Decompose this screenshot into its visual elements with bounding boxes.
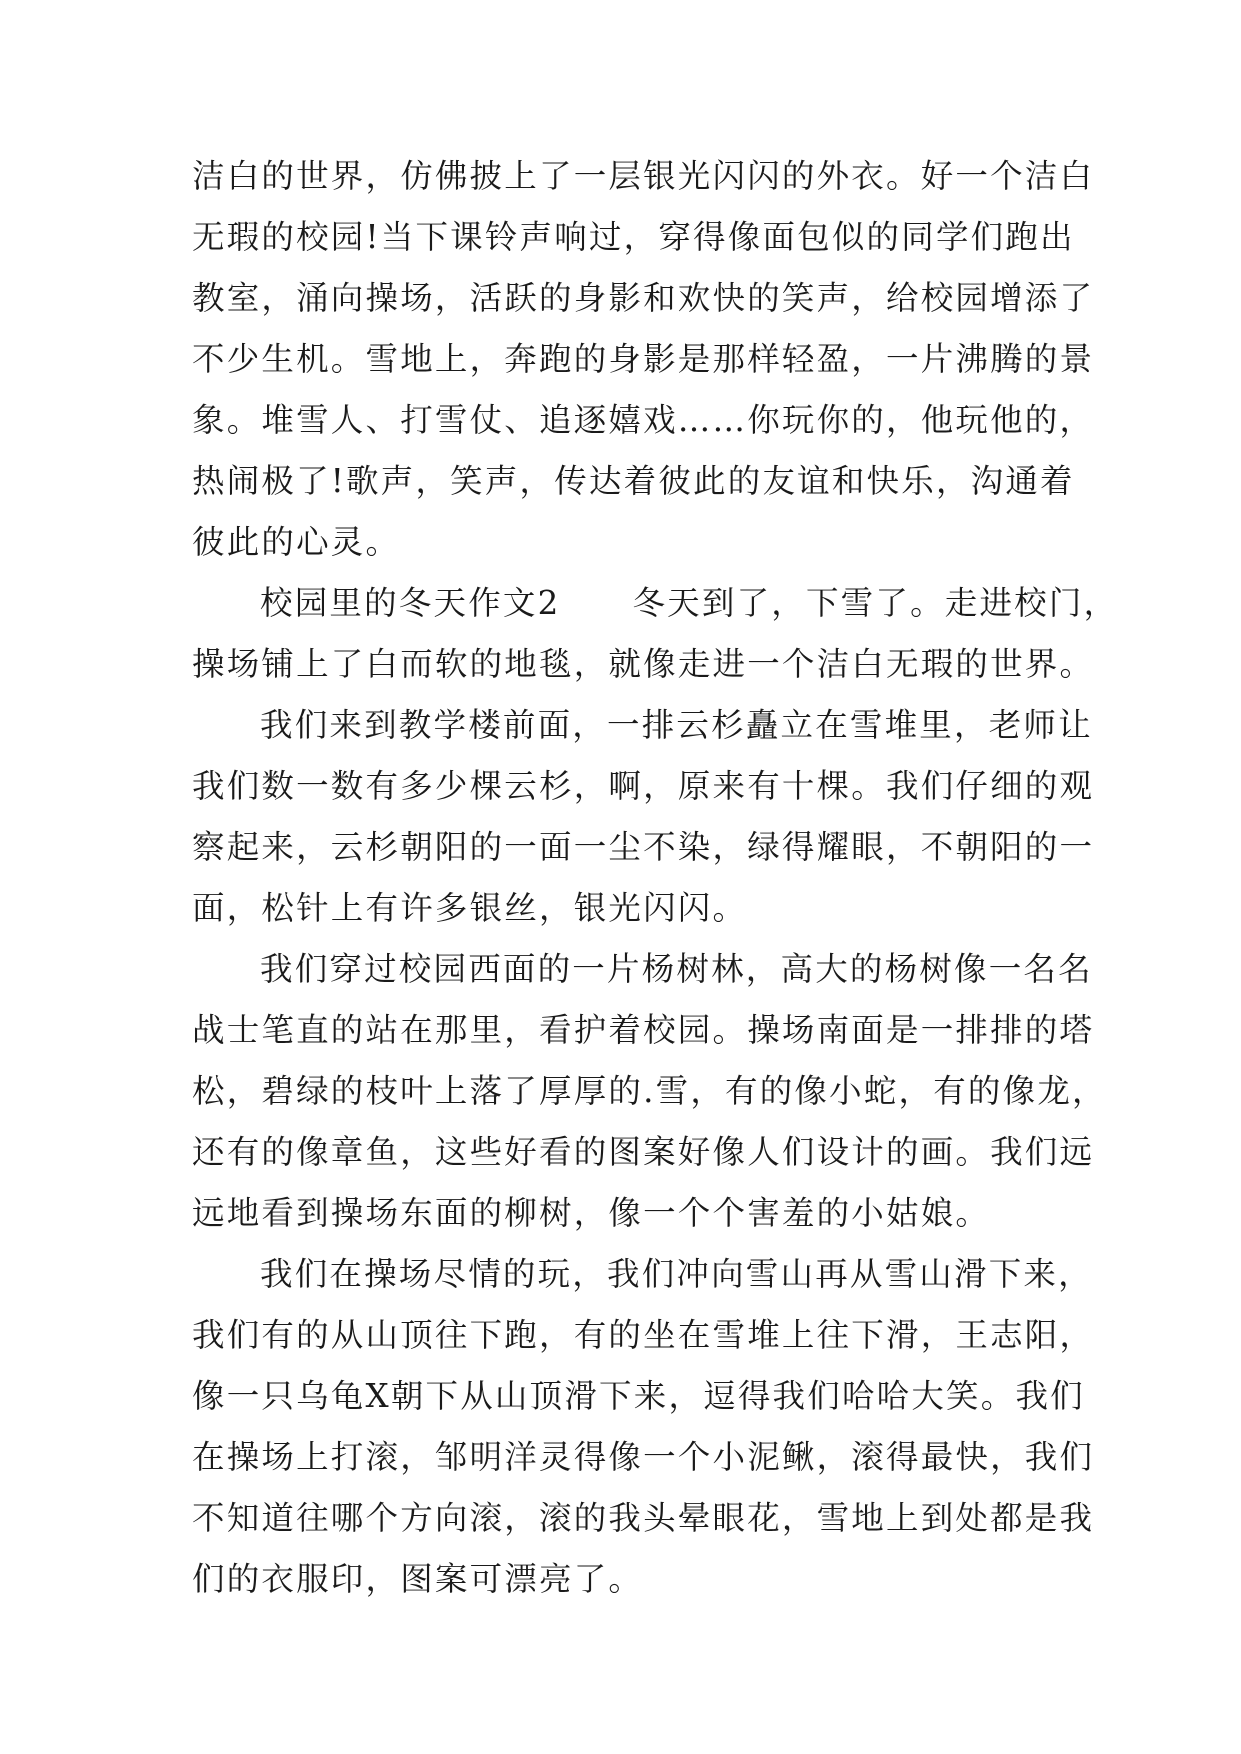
text-line: 松，碧绿的枝叶上落了厚厚的.雪，有的像小蛇，有的像龙， xyxy=(192,1072,1107,1110)
text-line xyxy=(192,573,1119,634)
text-line: 我们在操场尽情的玩，我们冲向雪山再从雪山滑下来， xyxy=(260,1255,1093,1293)
text-line: 热闹极了!歌声，笑声，传达着彼此的友谊和快乐，沟通着 xyxy=(192,462,1075,500)
text-line: 无瑕的校园!当下课铃声响过，穿得像面包似的同学们跑出 xyxy=(192,218,1075,256)
paragraph-1 xyxy=(192,146,1095,573)
text-line: 象。堆雪人、打雪仗、追逐嬉戏……你玩你的，他玩他的， xyxy=(192,401,1095,439)
text-line: 我们数一数有多少棵云杉，啊，原来有十棵。我们仔细的观 xyxy=(192,767,1095,805)
document-body xyxy=(192,146,1119,1610)
text-line: 彼此的心灵。 xyxy=(192,523,401,561)
text-line: 洁白的世界，仿佛披上了一层银光闪闪的外衣。好一个洁白 xyxy=(192,157,1095,195)
text-line: 们的衣服印，图案可漂亮了。 xyxy=(192,1560,644,1598)
paragraph-4 xyxy=(192,939,1107,1244)
text-line: 战士笔直的站在那里，看护着校园。操场南面是一排排的塔 xyxy=(192,1011,1095,1049)
text-line: 操场铺上了白而软的地毯，就像走进一个洁白无瑕的世界。 xyxy=(192,645,1095,683)
text-line: 远地看到操场东面的柳树，像一个个害羞的小姑娘。 xyxy=(192,1194,991,1232)
text-line: 教室，涌向操场，活跃的身影和欢快的笑声，给校园增添了 xyxy=(192,279,1095,317)
text-line: 不知道往哪个方向滚，滚的我头晕眼花，雪地上到处都是我 xyxy=(192,1499,1095,1537)
essay-heading: 校园里的冬天作文2 xyxy=(260,584,561,622)
text-line: 像一只乌龟X朝下从山顶滑下来，逗得我们哈哈大笑。我们 xyxy=(192,1377,1085,1415)
text-line: 在操场上打滚，邹明洋灵得像一个小泥鳅，滚得最快，我们 xyxy=(192,1438,1095,1476)
text-line: 还有的像章鱼，这些好看的图案好像人们设计的画。我们远 xyxy=(192,1133,1095,1171)
text-line: 面，松针上有许多银丝，银光闪闪。 xyxy=(192,889,748,927)
text-line: 察起来，云杉朝阳的一面一尘不染，绿得耀眼，不朝阳的一 xyxy=(192,828,1095,866)
text-line: 我们穿过校园西面的一片杨树林，高大的杨树像一名名 xyxy=(260,950,1093,988)
text-line: 我们有的从山顶往下跑，有的坐在雪堆上往下滑，王志阳， xyxy=(192,1316,1095,1354)
paragraph-3 xyxy=(192,695,1095,939)
text-line: 不少生机。雪地上，奔跑的身影是那样轻盈，一片沸腾的景 xyxy=(192,340,1095,378)
paragraph-2 xyxy=(192,573,1119,695)
text-line: 我们来到教学楼前面，一排云杉矗立在雪堆里，老师让 xyxy=(260,706,1093,744)
paragraph-5 xyxy=(192,1244,1095,1610)
text-segment: 冬天到了，下雪了。走进校门， xyxy=(632,584,1119,622)
